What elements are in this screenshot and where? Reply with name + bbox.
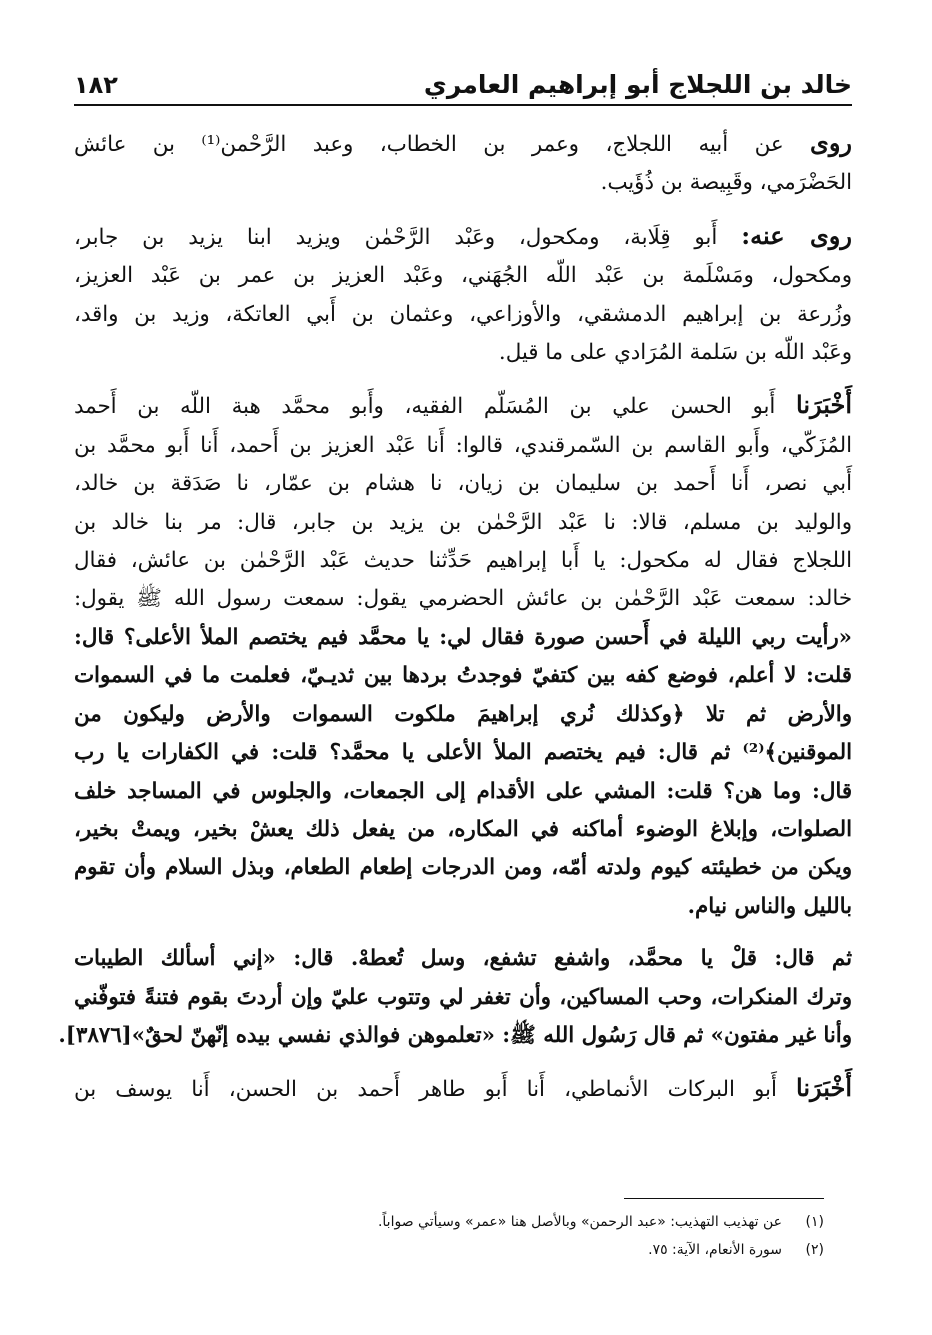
text-line: والوليد بن مسلم، قالا: نا عَبْد الرَّحْمٰن بن يزيد بن جابر، قال: مر بنا خالد بن bbox=[74, 509, 852, 535]
line-text: أَبو البركات الأنماطي، أَنا أَبو طاهر أَحمد بن الحسن، أَنا يوسف بن bbox=[74, 1077, 777, 1103]
text-line: اللجلاج فقال له مكحول: يا أَبا إبراهيم حَدِّثنا حديث عَبْد الرَّحْمٰن بن عائش، فقال bbox=[74, 548, 852, 574]
footnote-number: (٢) bbox=[805, 1242, 824, 1258]
hadith-text-line: والأرض ثم تلا ﴿وكذلك نُري إبراهيمَ ملكوت السموات والأرض وليكون من bbox=[74, 701, 852, 727]
text-line bbox=[74, 386, 852, 426]
text-line: المُزَكّي، وأَبو القاسم بن السّمرقندي، قالوا: أَنا عَبْد العزيز بن أَحمد، أَنا أَبو محمَّد بن bbox=[74, 432, 852, 458]
paragraph-next-chain bbox=[74, 1069, 852, 1109]
hadith-text-line: الموقنين﴾⁽²⁾ ثم قال: فيم يختصم الملأ الأعلى يا محمَّد؟ قلت: في الكفارات يا رب bbox=[74, 740, 852, 766]
line-text: عن أبيه اللجلاج، وعمر بن الخطاب، وعبد الرَّحْمن⁽¹⁾ بن عائش bbox=[74, 132, 784, 157]
hadith-text-line: بالليل والناس نيام. bbox=[687, 893, 852, 919]
hadith-text-line: الصلوات، وإبلاغ الوضوء أماكنه في المكاره، من يفعل ذلك يعشْ بخير، ويمتْ بخير، bbox=[74, 816, 852, 842]
header-title: خالد بن اللجلاج أبو إبراهيم العامري bbox=[423, 70, 852, 99]
header-rule bbox=[74, 104, 852, 106]
hadith-text-line: ثم قال: قلْ يا محمَّد، واشفع تشفع، وسل تُعطهْ. قال: «إني أسألك الطيبات bbox=[74, 946, 852, 972]
text-line: خالد: سمعت عَبْد الرَّحْمٰن بن عائش الحضرمي يقول: سمعت رسول الله ﷺ يقول: bbox=[74, 586, 852, 612]
hadith-text-line: قال: وما هن؟ قلت: المشي على الأقدام إلى الجمعات، والجلوس في المساجد خلف bbox=[74, 778, 852, 804]
footnote bbox=[74, 1208, 824, 1236]
footnotes bbox=[74, 1208, 824, 1264]
page-number: ١٨٢ bbox=[74, 71, 118, 99]
hadith-text-line: وترك المنكرات، وحب المساكين، وأن تغفر لي وتتوب عليّ وإن أردتَ بقوم فتنةً فتوفّني bbox=[74, 984, 852, 1010]
line-text: أَبو قِلَابة، ومكحول، وعَبْد الرَّحْمٰن ويزيد ابنا يزيد بن جابر، bbox=[74, 224, 718, 250]
body-text bbox=[58, 124, 853, 1124]
line-text: أَبو الحسن علي بن المُسَلّم الفقيه، وأَبو محمَّد هبة اللّه بن أَحمد bbox=[74, 394, 776, 420]
text-line: الحَضْرَمي، وقَبِيصة بن ذُؤَيب. bbox=[600, 170, 852, 196]
hadith-text-line: ويكن من خطيئته كيوم ولدته أمّه، ومن الدرجات إطعام الطعام، وبذل السلام وأن تقوم bbox=[74, 855, 852, 881]
text-line: وزُرعة بن إبراهيم الدمشقي، والأوزاعي، وعثمان بن أَبي العاتكة، وزيد بن واقد، bbox=[74, 301, 852, 327]
running-header bbox=[74, 60, 852, 100]
paragraph-lead: روى عنه: bbox=[741, 220, 852, 250]
footnote-rule bbox=[624, 1198, 824, 1199]
text-line bbox=[74, 1069, 852, 1109]
footnote-number: (١) bbox=[805, 1214, 824, 1230]
footnote-text: سورة الأنعام، الآية: ٧٥. bbox=[648, 1242, 782, 1258]
text-line: وعَبْد اللّه بن سَلمة المُرَادي على ما قيل. bbox=[498, 340, 852, 366]
paragraph-lead: أَخْبَرَنا bbox=[796, 1073, 853, 1103]
paragraph-lead: روى bbox=[810, 128, 852, 157]
hadith-text-line: قلت: لا أعلم، فوضع كفه بين كتفيّ فوجدتُ بردها بين ثديـيّ، فعلمت ما في السموات bbox=[74, 663, 852, 689]
hadith-text-line: وأنا غير مفتون» ثم قال رَسُول الله ﷺ: «تعلموهن فوالذي نفسي بيده إنّهنّ لحقٌ»[٣٨٧٦]. bbox=[58, 1022, 852, 1048]
paragraph-narrated-from bbox=[74, 124, 852, 203]
text-line: ومكحول، ومَسْلَمة بن عَبْد اللّه الجُهَني، وعَبْد العزيز بن عمر بن عَبْد العزيز، bbox=[74, 263, 852, 289]
text-line: أَبي نصر، أَنا أَحمد بن سليمان بن زيان، نا هشام بن عمّار، نا صَدَقة بن خالد، bbox=[74, 471, 852, 497]
footnote bbox=[74, 1236, 824, 1264]
paragraph-hadith-chain bbox=[74, 386, 852, 926]
paragraph-narrators bbox=[74, 217, 852, 373]
footnote-text: عن تهذيب التهذيب: «عبد الرحمن» وبالأصل هنا «عمر» وسيأتي صواباً. bbox=[377, 1214, 782, 1230]
paragraph-hadith-continued bbox=[58, 940, 852, 1055]
text-line bbox=[74, 124, 852, 164]
text-line bbox=[74, 217, 852, 257]
paragraph-lead: أَخْبَرَنا bbox=[796, 390, 853, 420]
hadith-text-line: «رأيت ربي الليلة في أَحسن صورة فقال لي: يا محمَّد فيم يختصم الملأ الأعلى؟ قال: bbox=[74, 624, 852, 650]
